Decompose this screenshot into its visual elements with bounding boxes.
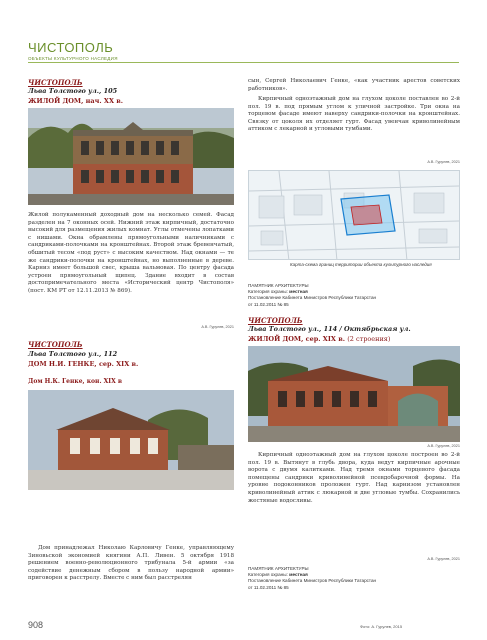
entry3-name: ЖИЛОЙ ДОМ, сер. XIX в. (2 строения) <box>248 335 391 343</box>
meta2-date: от 11.02.2011 № 85 <box>248 584 289 590</box>
meta1-decree: Постановление Кабинета Министров Республики Татарстан <box>248 295 377 301</box>
meta1-date: от 11.02.2011 № 85 <box>248 301 289 307</box>
entry3-photo-credit: А.В. Гурулев, 2021 <box>427 444 460 448</box>
entry3-description: Кирпичный одноэтажный дом на глухом цоколе построен во 2-й пол. 19 в. Вытянут в глубь двора, куда ведут кирпичные арочные ворота с двумя калитками. Над тремя окнами торцевого фасада помещены сандрики криволинейной псевдобарочной формы. На уровне подоконников проложен гурт. Над карнизом установлен криволинейный аттик с люкарной и две угловые тумбы. Сохранились жестяные водосливы. <box>248 452 460 504</box>
entry1-address: Льва Толстого ул., 105 <box>28 87 118 95</box>
header-divider <box>28 62 459 63</box>
entry1-continuation-paragraph: Кирпичный одноэтажный дом на глухом цоколе поставлен во 2-й пол. 19 в. под прямым углом к уличной застройке. Три окна на торцевом фасаде имеют наверху сандрики-полочки на кронштейнах. Связку от цоколя их отделяет гурт. Фасад увенчан криволинейным аттиком с лекарной и угловыми тумбами. <box>248 96 460 133</box>
entry2-photo-caption: Дом Н.К. Генке, кон. XIX в <box>28 378 122 385</box>
entry1-credit-right: А.В. Гурулев, 2021 <box>427 160 460 164</box>
entry3-photo <box>248 346 460 442</box>
entry3-address: Льва Толстого ул., 114 / Октябрьская ул. <box>248 325 411 333</box>
entry3-protection-info <box>248 566 460 591</box>
entry2-city: ЧИСТОПОЛЬ <box>28 340 83 349</box>
footer-photo-credit: Фото: А. Гурулев, 2015 <box>360 624 403 629</box>
section-subtitle: ОБЪЕКТЫ КУЛЬТУРНОГО НАСЛЕДИЯ <box>28 56 118 61</box>
entry3-text-credit: А.В. Гурулев, 2021 <box>427 557 460 561</box>
entry2-name: ДОМ Н.И. ГЕНКЕ, сер. XIX в. <box>28 360 139 368</box>
entry1-protection-info <box>248 283 460 308</box>
meta2-heading: ПАМЯТНИК АРХИТЕКТУРЫ <box>248 566 309 571</box>
entry2-description: Дом принадлежал Николаю Карловичу Генке, управляющему Зиновьской экономией княгини А.П. Ливен. 5 октября 1918 решением военно-революционного трибунала 5-й армии «за содействие денежным сбором в пользу народной армии» приговорен к расстрелу. Вместе с ним был расстрелян <box>28 545 234 582</box>
entry1-continuation: сын, Сергей Николаевич Генке, «как участник арестов советских работников». <box>248 78 460 92</box>
entry1-name: ЖИЛОЙ ДОМ, нач. XX в. <box>28 97 124 105</box>
meta2-decree: Постановление Кабинета Министров Республики Татарстан <box>248 578 377 584</box>
page-number: 908 <box>28 620 44 630</box>
meta1-heading: ПАМЯТНИК АРХИТЕКТУРЫ <box>248 283 309 288</box>
boundary-map <box>248 170 460 260</box>
map-caption: Карта-схема границ территории объекта культурного наследия <box>290 262 432 267</box>
meta2-category: Категория охраны: местная <box>248 572 308 578</box>
entry1-description: Жилой полукаменный доходный дом на несколько семей. Фасад разделен на 7 оконных осей. Нижний этаж кирпичный, достаточно высокий для размещения жилых комнат. Углы отмечены лопатками с нишами. Окна обрамлены прямоугольными наличниками с сандриками-полочками на кронштейнах. Второй этаж бревенчатый, обшитый тесом «под руст» с высоким качеством. Над окнами — те же сандрики-полочки на кронштейнах, но выполненные в дереве. Карниз имеет большой свес, крыша вальмовая. По центру фасада устроен прямоугольный щипец. Здание входит в состав достопримечательного места «Исторический центр Чистополя» (пост. КМ РТ от 12.11.2013 № 869). <box>28 212 234 294</box>
entry2-photo <box>28 390 234 490</box>
entry3-city: ЧИСТОПОЛЬ <box>248 316 303 325</box>
entry1-credit-left: А.В. Гурулев, 2021 <box>201 325 234 329</box>
section-title: ЧИСТОПОЛЬ <box>28 40 114 55</box>
entry1-photo <box>28 108 234 205</box>
meta1-category: Категория охраны: местная <box>248 289 308 295</box>
entry1-city: ЧИСТОПОЛЬ <box>28 78 83 87</box>
entry2-address: Льва Толстого ул., 112 <box>28 350 118 358</box>
